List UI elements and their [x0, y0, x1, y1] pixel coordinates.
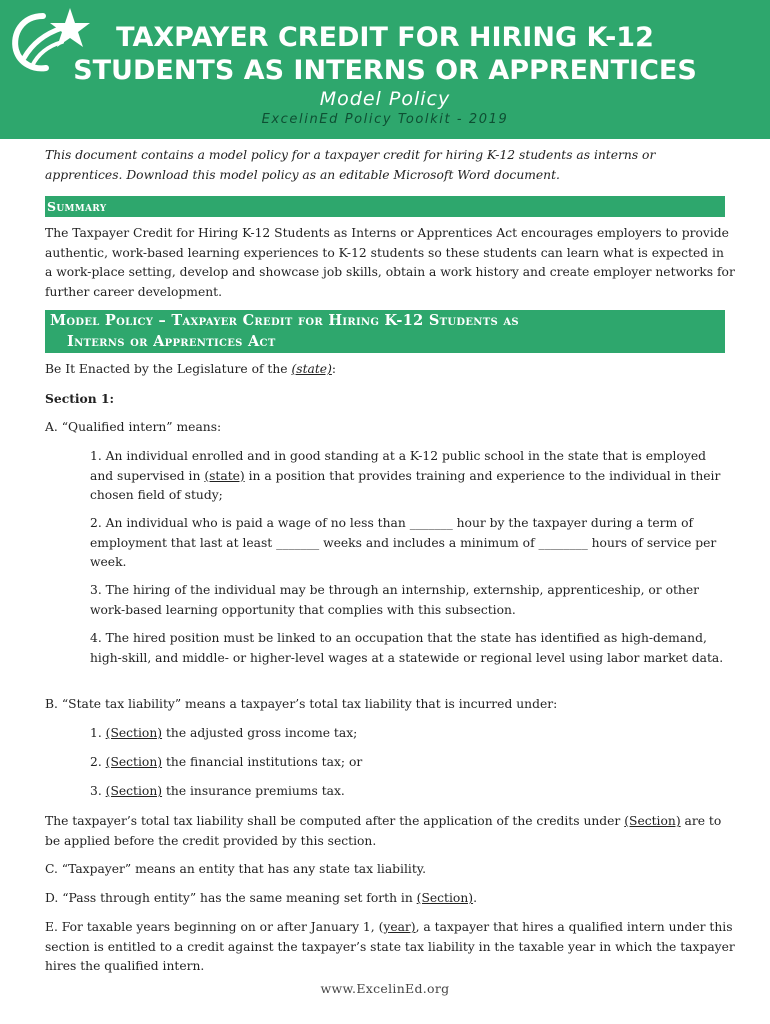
footer-website[interactable]: www.ExcelinEd.org — [320, 981, 450, 996]
definition-a-item-2: 2. An individual who is paid a wage of no less than _______ hour by the taxpayer during a term of employment that last at least _______ weeks and includes a minimum of ________ hours of service per week. — [90, 516, 717, 569]
definition-b-item-2: 2. (Section) the financial institutions tax; or — [90, 755, 363, 769]
definition-a-heading: A. “Qualified intern” means: — [45, 420, 222, 434]
summary-text: The Taxpayer Credit for Hiring K-12 Students as Interns or Apprentices Act encourages employers to provide authentic, work-based learning experiences to K-12 students so these students can learn what is expected in a work-place setting, develop and showcase job skills, obtain a work history and create employer networks for further career development. — [45, 226, 735, 299]
toolkit-label: ExcelinEd Policy Toolkit - 2019 — [261, 112, 509, 127]
model-policy-heading — [45, 310, 725, 353]
definition-a-item-1: 1. An individual enrolled and in good standing at a K-12 public school in the state that is employed and supervised in (state) in a position that provides training and experience to the individual in their chosen field of study; — [90, 449, 721, 502]
section-placeholder: (Section) — [416, 891, 474, 905]
document-subtitle: Model Policy — [319, 88, 451, 110]
definition-c: C. “Taxpayer” means an entity that has any state tax liability. — [45, 862, 427, 876]
definition-b-item-3: 3. (Section) the insurance premiums tax. — [90, 784, 345, 798]
section-placeholder: (Section) — [105, 755, 163, 769]
year-placeholder: year) — [383, 920, 416, 934]
definition-e: E. For taxable years beginning on or after January 1, (year), a taxpayer that hires a qualified intern under this section is entitled to a credit against the taxpayer’s state tax liability in the taxable year in which the taxpayer hires the qualified intern. — [45, 920, 735, 973]
tax-liability-computation: The taxpayer’s total tax liability shall be computed after the application of the credits under (Section) are to be applied before the credit provided by this section. — [45, 814, 722, 848]
document-title-line2: STUDENTS AS INTERNS OR APPRENTICES — [73, 55, 697, 86]
section-placeholder: (Section) — [105, 784, 163, 798]
definition-a-item-3: 3. The hiring of the individual may be through an internship, externship, apprenticeship, or other work-based learning opportunity that complies with this subsection. — [90, 583, 700, 617]
summary-heading: Summary — [45, 196, 725, 217]
section-heading: Section 1: — [45, 391, 115, 406]
definition-b-heading: B. “State tax liability” means a taxpayer’s total tax liability that is incurred under: — [45, 697, 558, 711]
model-policy-heading-line2: Interns or Apprentices Act — [67, 333, 276, 350]
state-placeholder: (state) — [204, 468, 245, 483]
definition-d: D. “Pass through entity” has the same meaning set forth in (Section). — [45, 891, 477, 905]
section-placeholder: (Section) — [624, 814, 681, 828]
definition-a-item-4: 4. The hired position must be linked to an occupation that the state has identified as high-demand, high-skill, and middle- or higher-level wages at a statewide or regional level using labor market data. — [90, 631, 724, 665]
header-banner — [0, 0, 770, 139]
enacted-clause: Be It Enacted by the Legislature of the (state): — [45, 362, 337, 376]
state-placeholder: (state) — [291, 362, 332, 376]
document-title-line1: TAXPAYER CREDIT FOR HIRING K-12 — [116, 22, 654, 53]
intro-text: This document contains a model policy for a taxpayer credit for hiring K-12 students as interns or apprentices. Download this model policy as an editable Microsoft Word document. — [45, 148, 656, 182]
model-policy-heading-line1: Model Policy – Taxpayer Credit for Hiring K-12 Students as — [50, 312, 519, 329]
definition-b-item-1: 1. (Section) the adjusted gross income tax; — [90, 726, 358, 740]
section-placeholder: (Section) — [105, 726, 163, 740]
